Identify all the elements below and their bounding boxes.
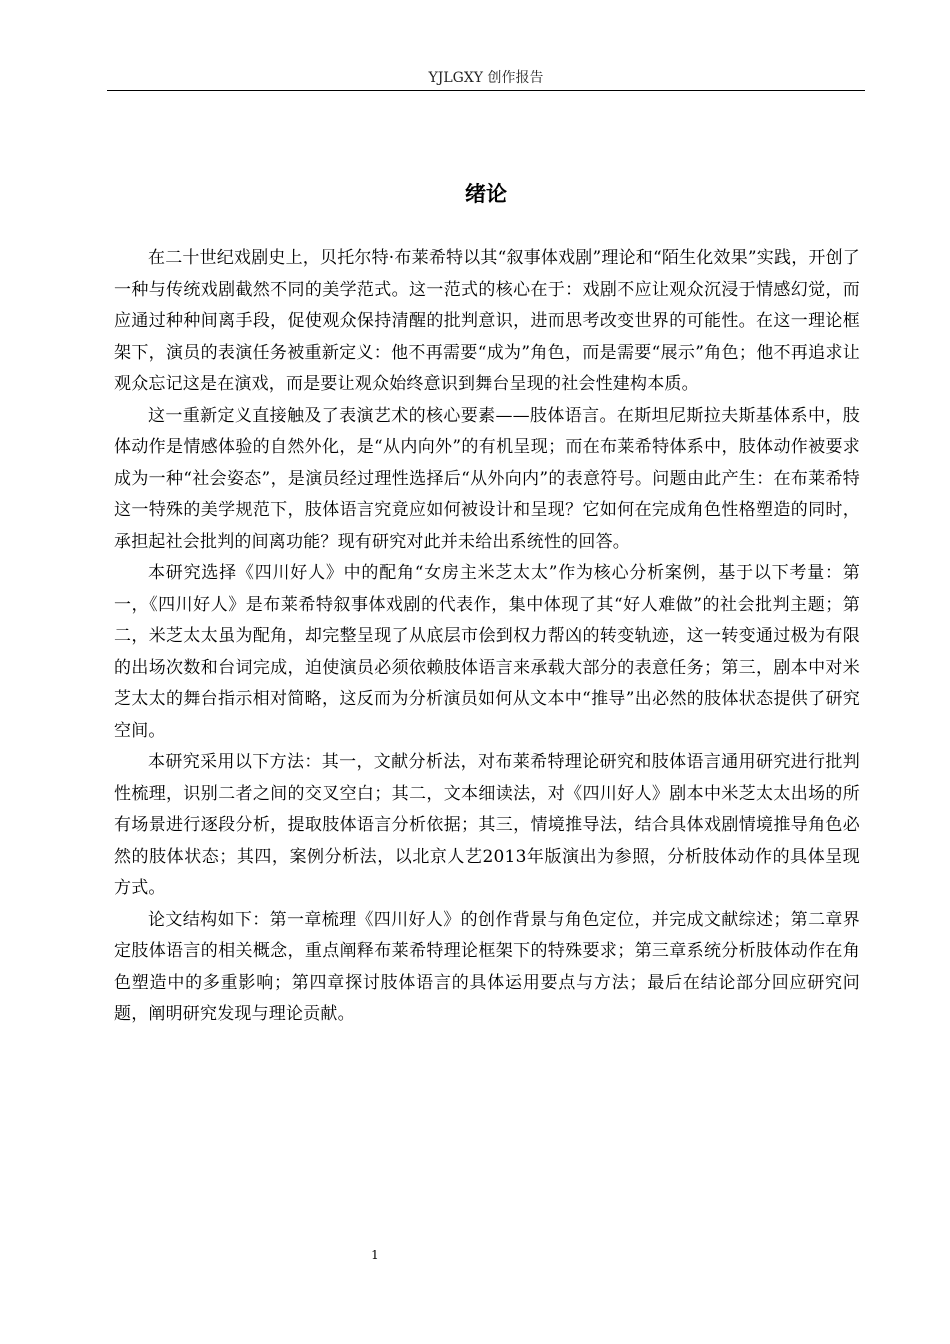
page-number: 1 xyxy=(371,1248,379,1262)
header-divider xyxy=(107,90,865,91)
document-title: 绪论 xyxy=(465,181,507,206)
body-text xyxy=(114,243,860,1031)
paragraph-4: 本研究采用以下方法：其一，文献分析法，对布莱希特理论研究和肢体语言通用研究进行批判性梳理，识别二者之间的交叉空白；其二，文本细读法，对《四川好人》剧本中米芝太太出场的所有场景进行逐段分析，提取肢体语言分析依据；其三，情境推导法，结合具体戏剧情境推导角色必然的肢体状态；其四，案例分析法，以北京人艺2013年版演出为参照，分析肢体动作的具体呈现方式。 xyxy=(114,752,860,898)
paragraph-2: 这一重新定义直接触及了表演艺术的核心要素——肢体语言。在斯坦尼斯拉夫斯基体系中，肢体动作是情感体验的自然外化，是“从内向外”的有机呈现；而在布莱希特体系中，肢体动作被要求成为一种“社会姿态”，是演员经过理性选择后“从外向内”的表意符号。问题由此产生：在布莱希特这一特殊的美学规范下，肢体语言究竟应如何被设计和呈现？它如何在完成角色性格塑造的同时，承担起社会批判的间离功能？现有研究对此并未给出系统性的回答。 xyxy=(114,405,860,552)
paragraph-5: 论文结构如下：第一章梳理《四川好人》的创作背景与角色定位，并完成文献综述；第二章界定肢体语言的相关概念，重点阐释布莱希特理论框架下的特殊要求；第三章系统分析肢体动作在角色塑造中的多重影响；第四章探讨肢体语言的具体运用要点与方法；最后在结论部分回应研究问题，阐明研究发现与理论贡献。 xyxy=(114,909,860,1024)
paragraph-1: 在二十世纪戏剧史上，贝托尔特·布莱希特以其“叙事体戏剧”理论和“陌生化效果”实践，开创了一种与传统戏剧截然不同的美学范式。这一范式的核心在于：戏剧不应让观众沉浸于情感幻觉，而应通过种种间离手段，促使观众保持清醒的批判意识，进而思考改变世界的可能性。在这一理论框架下，演员的表演任务被重新定义：他不再需要“成为”角色，而是需要“展示”角色；他不再追求让观众忘记这是在演戏，而是要让观众始终意识到舞台呈现的社会性建构本质。 xyxy=(114,248,860,394)
page-header: YJLGXY 创作报告 xyxy=(428,70,544,86)
paragraph-3: 本研究选择《四川好人》中的配角“女房主米芝太太”作为核心分析案例，基于以下考量：第一，《四川好人》是布莱希特叙事体戏剧的代表作，集中体现了其“好人难做”的社会批判主题；第二，米芝太太虽为配角，却完整呈现了从底层市侩到权力帮凶的转变轨迹，这一转变通过极为有限的出场次数和台词完成，迫使演员必须依赖肢体语言来承载大部分的表意任务；第三，剧本中对米芝太太的舞台指示相对简略，这反而为分析演员如何从文本中“推导”出必然的肢体状态提供了研究空间。 xyxy=(114,563,860,741)
